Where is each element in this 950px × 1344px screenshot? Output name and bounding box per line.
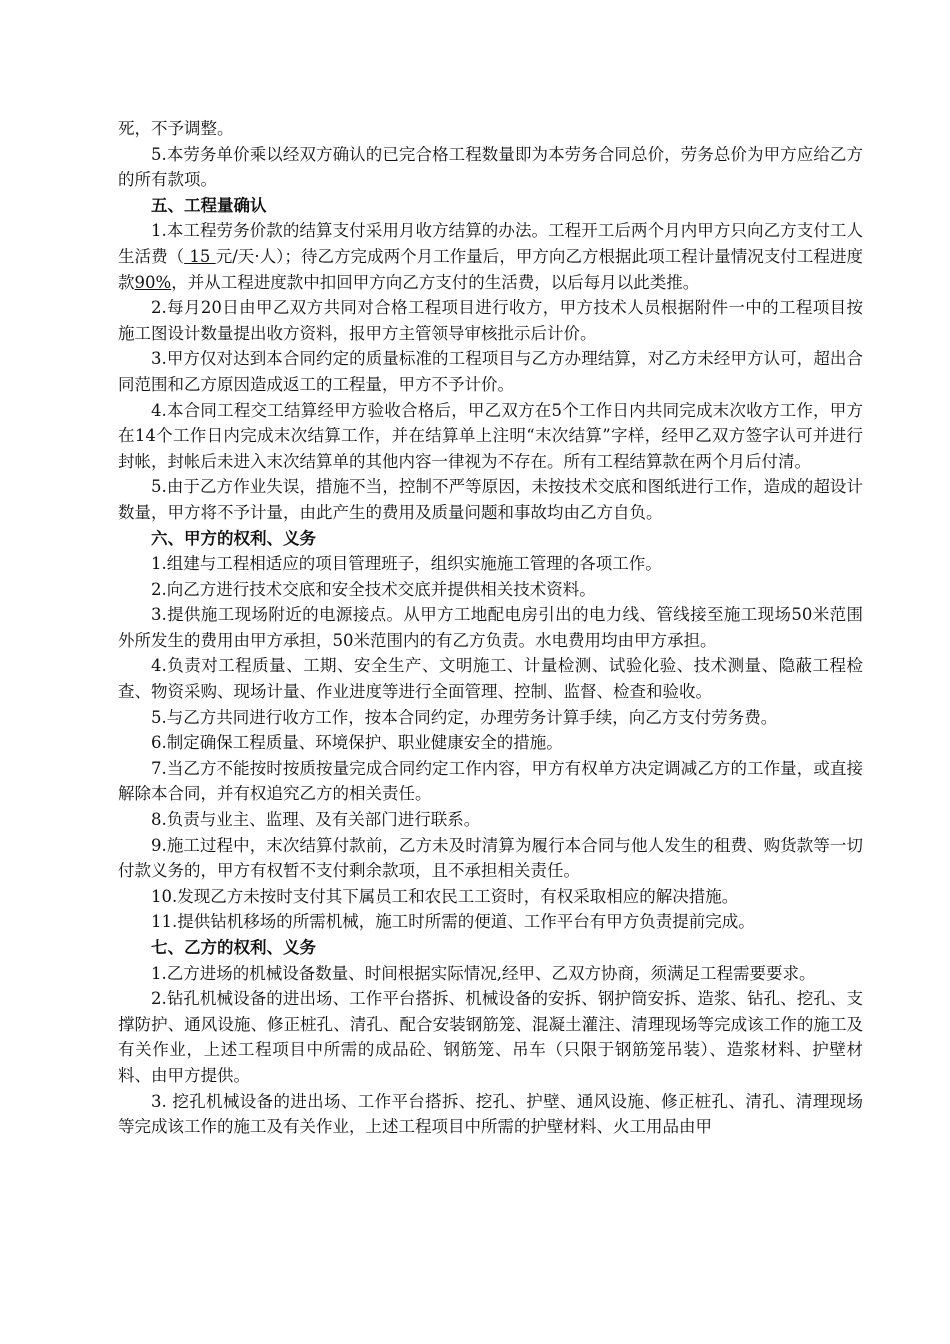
clause-paragraph: 2.钻孔机械设备的进出场、工作平台搭拆、机械设备的安拆、钢护筒安拆、造浆、钻孔、挖孔、支撑防护、通风设施、修正桩孔、清孔、配合安装钢筋笼、混凝土灌注、清理现场等完成该工作的施工及有关作业，上述工程项目中所需的成品砼、钢筋笼、吊车（只限于钢筋笼吊装）、造浆材料、护壁材料、由甲方提供。 <box>118 989 863 1085</box>
clause-paragraph: 6.制定确保工程质量、环境保护、职业健康安全的措施。 <box>151 733 563 753</box>
underlined-value: 15 <box>184 246 216 266</box>
clause-paragraph: 3. 挖孔机械设备的进出场、工作平台搭拆、挖孔、护壁、通风设施、修正桩孔、清孔、清理现场等完成该工作的施工及有关作业，上述工程项目中所需的护壁材料、火工用品由甲 <box>118 1091 863 1137</box>
clause-paragraph: 2.每月20日由甲乙双方共同对合格工程项目进行收方，甲方技术人员根据附件一中的工程项目按施工图设计数量提出收方资料，报甲方主管领导审核批示后计价。 <box>118 298 863 343</box>
document-page <box>118 116 863 1140</box>
clause-paragraph: 8.负责与业主、监理、及有关部门进行联系。 <box>151 810 481 830</box>
clause-text: 1.本工程劳务价款的结算支付采用月收方结算的办法。工程开工后两个月内甲方只向乙方支付工人生活费（ <box>118 221 863 266</box>
clause-text: ，并从工程进度款中扣回甲方向乙方支付的生活费，以后每月以此类推。 <box>171 272 700 292</box>
clause-paragraph: 11.提供钻机移场的所需机械，施工时所需的便道、工作平台有甲方负责提前完成。 <box>151 912 755 932</box>
clause-paragraph: 5.由于乙方作业失误，措施不当，控制不严等原因，未按技术交底和图纸进行工作，造成的超设计数量，甲方将不予计量，由此产生的费用及质量问题和事故均由乙方自负。 <box>118 477 863 522</box>
section-heading: 五、工程量确认 <box>151 195 267 215</box>
clause-paragraph: 4.本合同工程交工结算经甲方验收合格后，甲乙双方在5个工作日内共同完成末次收方工作，甲方在14个工作日内完成末次结算工作，并在结算单上注明“末次结算”字样，经甲乙双方签字认可并进行封帐，封帐后未进入末次结算单的其他内容一律视为不存在。所有工程结算款在两个月后付清。 <box>118 400 863 471</box>
clause-paragraph: 4.负责对工程质量、工期、安全生产、文明施工、计量检测、试验化验、技术测量、隐蔽工程检查、物资采购、现场计量、作业进度等进行全面管理、控制、监督、检查和验收。 <box>118 656 863 702</box>
clause-paragraph: 5.与乙方共同进行收方工作，按本合同约定，办理劳务计算手续，向乙方支付劳务费。 <box>151 707 778 727</box>
clause-text: 元/天·人）；待乙方完成两个月工作量后，甲方向乙方根据此项工程计量情况支付工程进度款 <box>118 246 863 292</box>
clause-paragraph: 3.提供施工现场附近的电源接点。从甲方工地配电房引出的电力线、管线接至施工现场50米范围外所发生的费用由甲方承担，50米范围内的有乙方负责。水电费用均由甲方承担。 <box>118 605 863 650</box>
clause-paragraph <box>118 218 863 295</box>
clause-paragraph: 死，不予调整。 <box>118 119 234 138</box>
section-heading: 七、乙方的权利、义务 <box>151 938 316 957</box>
clause-paragraph: 1.乙方进场的机械设备数量、时间根据实际情况,经甲、乙双方协商，须满足工程需要要求。 <box>151 963 816 983</box>
clause-paragraph: 3.甲方仅对达到本合同约定的质量标准的工程项目与乙方办理结算，对乙方未经甲方认可，超出合同范围和乙方原因造成返工的工程量，甲方不予计价。 <box>118 349 863 394</box>
clause-paragraph: 2.向乙方进行技术交底和安全技术交底并提供相关技术资料。 <box>151 579 596 599</box>
clause-paragraph: 7.当乙方不能按时按质按量完成合同约定工作内容，甲方有权单方决定调减乙方的工作量，或直接解除本合同，并有权追究乙方的相关责任。 <box>118 758 863 804</box>
clause-paragraph: 1.组建与工程相适应的项目管理班子，组织实施施工管理的各项工作。 <box>151 554 662 574</box>
clause-paragraph: 10.发现乙方未按时支付其下属员工和农民工工资时，有权采取相应的解决措施。 <box>151 886 739 906</box>
section-heading: 六、甲方的权利、义务 <box>151 528 316 548</box>
underlined-value: 90% <box>134 272 172 292</box>
clause-paragraph: 9.施工过程中，末次结算付款前，乙方未及时清算为履行本合同与他人发生的租费、购货款等一切付款义务的，甲方有权暂不支付剩余款项，且不承担相关责任。 <box>118 835 863 881</box>
clause-paragraph: 5.本劳务单价乘以经双方确认的已完合格工程数量即为本劳务合同总价，劳务总价为甲方应给乙方的所有款项。 <box>118 144 863 190</box>
